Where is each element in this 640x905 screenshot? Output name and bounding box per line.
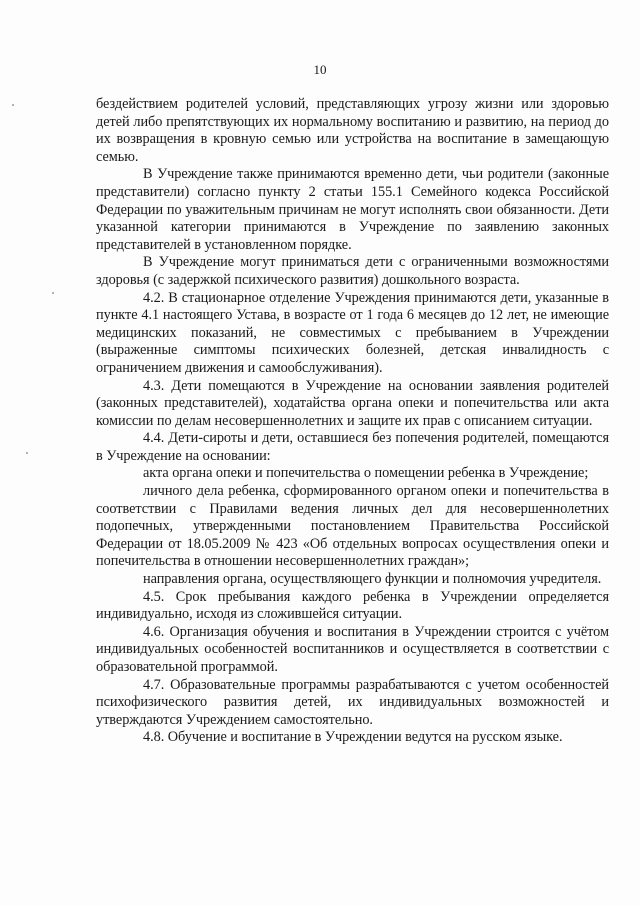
- paragraph: 4.7. Образовательные программы разрабатываются с учетом особенностей психофизического развития детей, их индивидуальных возможностей и утверждаются Учреждением самостоятельно.: [96, 676, 609, 728]
- paragraph: 4.8. Обучение и воспитание в Учреждении ведутся на русском языке.: [143, 729, 563, 746]
- scan-speck: [26, 452, 28, 454]
- paragraph: акта органа опеки и попечительства о помещении ребенка в Учреждение;: [143, 465, 589, 482]
- scan-speck: [12, 104, 14, 106]
- paragraph: 4.4. Дети-сироты и дети, оставшиеся без попечения родителей, помещаются в Учреждение на основании:: [96, 430, 609, 464]
- paragraph: личного дела ребенка, сформированного органом опеки и попечительства в соответствии с Правилами ведения личных дел для несовершеннолетних подопечных, утвержденными постановлением Правительства Российской Федерации от 18.05.2009 № 423 «Об отдельных вопросах осуществления опеки и попечительства в отношении несовершеннолетних граждан»;: [96, 483, 609, 570]
- paragraph: 4.6. Организация обучения и воспитания в Учреждении строится с учётом индивидуальных особенностей воспитанников и осуществляется в соответствии с образовательной программой.: [96, 623, 609, 675]
- paragraph: 4.3. Дети помещаются в Учреждение на основании заявления родителей (законных представителей), ходатайства органа опеки и попечительства или акта комиссии по делам несовершеннолетних и защите их прав с описанием ситуации.: [96, 377, 609, 429]
- paragraph: 4.2. В стационарное отделение Учреждения принимаются дети, указанные в пункте 4.1 настоящего Устава, в возрасте от 1 года 6 месяцев до 12 лет, не имеющие медицинских показаний, не совместимых с пребыванием в Учреждении (выраженные симптомы психических болезней, детская инвалидность с ограничением движения и самообслуживания).: [96, 289, 609, 376]
- paragraph: направления органа, осуществляющего функции и полномочия учредителя.: [143, 571, 602, 588]
- paragraph: 4.5. Срок пребывания каждого ребенка в Учреждении определяется индивидуально, исходя из сложившейся ситуации.: [96, 588, 609, 623]
- document-text: [96, 96, 609, 747]
- paragraph: В Учреждение также принимаются временно дети, чьи родители (законные представители) согласно пункту 2 статьи 155.1 Семейного кодекса Российской Федерации по уважительным причинам не могут исполнять свои обязанности. Дети указанной категории принимаются в Учреждение по заявлению законных представителей в установленном порядке.: [96, 166, 609, 253]
- paragraph: бездействием родителей условий, представляющих угрозу жизни или здоровью детей либо препятствующих их нормальному воспитанию и развитию, на период до их возвращения в кровную семью или устройства на воспитание в замещающую семью.: [96, 96, 609, 165]
- page-number: 10: [313, 62, 327, 77]
- scan-speck: [52, 292, 54, 294]
- paragraph: В Учреждение могут приниматься дети с ограниченными возможностями здоровья (с задержкой психического развития) дошкольного возраста.: [96, 254, 609, 288]
